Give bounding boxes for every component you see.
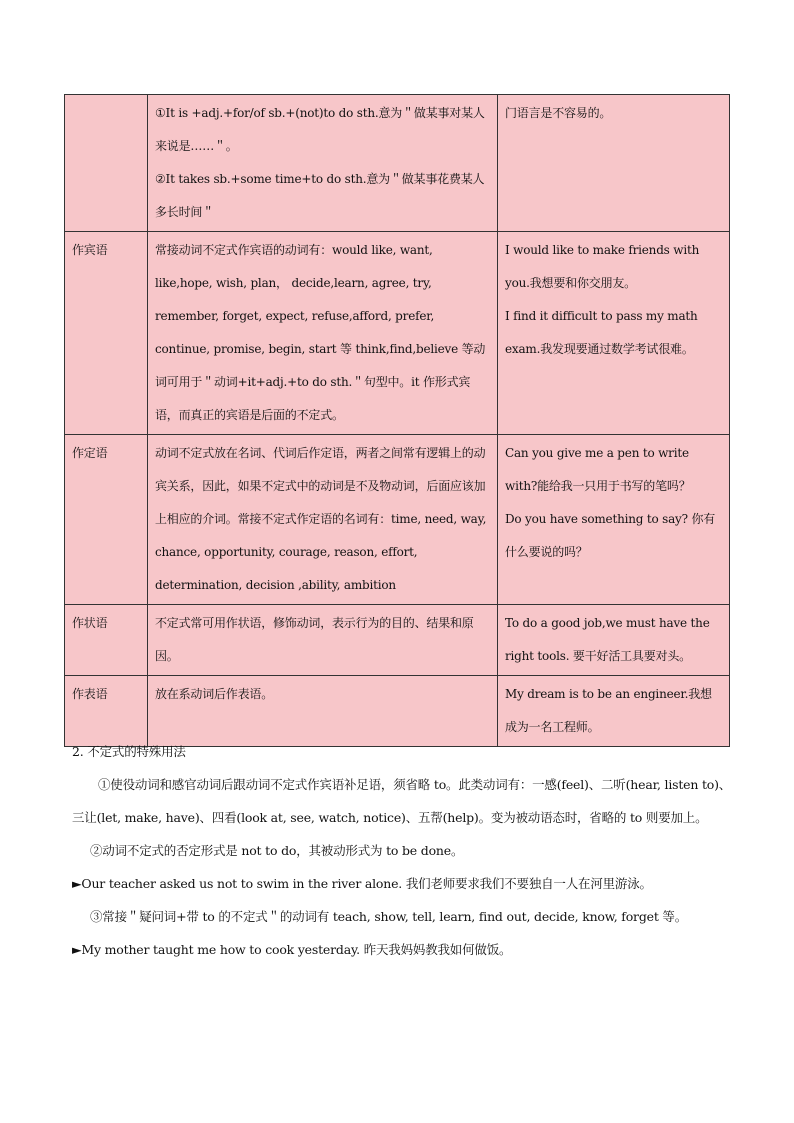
usage-type-cell: 作宾语 bbox=[65, 232, 148, 435]
usage-explanation-cell bbox=[148, 605, 498, 676]
explanation-text: 动词不定式放在名词、代词后作定语，两者之间常有逻辑上的动宾关系，因此，如果不定式中的动词是不及物动词，后面应该加上相应的介词。常接不定式作定语的名词有：time, need, way, chance, opportunity, courage, reason, effort, determination, decision ,ability, ambition bbox=[155, 446, 487, 592]
example-cell bbox=[498, 232, 730, 435]
example-sentence-1: ►Our teacher asked us not to swim in the river alone. 我们老师要求我们不要独自一人在河里游泳。 bbox=[72, 876, 652, 891]
example-text: To do a good job,we must have the right tools. 要干好活工具要对头。 bbox=[505, 616, 710, 663]
rule-paragraph-2: ②动词不定式的否定形式是 not to do，其被动形式为 to be done。 bbox=[90, 843, 464, 858]
usage-explanation-cell bbox=[148, 232, 498, 435]
explanation-text: ②It takes sb.+some time+to do sth.意为＂做某事花费某人多长时间＂ bbox=[155, 172, 485, 219]
rule-paragraph-1: ①使役动词和感官动词后跟动词不定式作宾语补足语，须省略 to。此类动词有：一感(feel)、二听(hear, listen to)、三让(let, make, have)、四看(look at, see, watch, notice)、五帮(help)。变为被动语态时，省略的 to 则要加上。 bbox=[72, 777, 732, 825]
example-sentence-2: ►My mother taught me how to cook yesterday. 昨天我妈妈教我如何做饭。 bbox=[72, 942, 512, 957]
table-row bbox=[65, 232, 730, 435]
explanation-text: 不定式常可用作状语，修饰动词，表示行为的目的、结果和原因。 bbox=[155, 616, 474, 663]
example-cell bbox=[498, 605, 730, 676]
example-text: Can you give me a pen to write with?能给我一只用于书写的笔吗？ bbox=[505, 446, 691, 493]
usage-explanation-cell bbox=[148, 435, 498, 605]
explanation-text: 放在系动词后作表语。 bbox=[155, 687, 274, 701]
example-text: 门语言是不容易的。 bbox=[505, 106, 612, 120]
section-heading: 2. 不定式的特殊用法 bbox=[72, 744, 186, 759]
usage-type-cell: 作状语 bbox=[65, 605, 148, 676]
grammar-table bbox=[64, 94, 730, 747]
example-cell bbox=[498, 95, 730, 232]
usage-type-cell: 作定语 bbox=[65, 435, 148, 605]
usage-explanation-cell bbox=[148, 95, 498, 232]
example-text: I would like to make friends with you.我想要和你交朋友。 bbox=[505, 243, 700, 290]
table-row bbox=[65, 605, 730, 676]
table-row bbox=[65, 95, 730, 232]
rule-paragraph-3: ③常接＂疑问词+带 to 的不定式＂的动词有 teach, show, tell, learn, find out, decide, know, forget 等。 bbox=[90, 909, 688, 924]
example-text: I find it difficult to pass my math exam.我发现要通过数学考试很难。 bbox=[505, 309, 698, 356]
example-text: My dream is to be an engineer.我想成为一名工程师。 bbox=[505, 687, 712, 734]
explanation-text: ①It is +adj.+for/of sb.+(not)to do sth.意为＂做某事对某人来说是……＂。 bbox=[155, 106, 485, 153]
usage-type-cell: 作表语 bbox=[65, 676, 148, 747]
usage-type-cell bbox=[65, 95, 148, 232]
special-usage-section bbox=[72, 735, 732, 966]
grammar-table-body bbox=[65, 95, 730, 747]
table-row bbox=[65, 435, 730, 605]
example-text: Do you have something to say? 你有什么要说的吗？ bbox=[505, 512, 716, 559]
explanation-text: 常接动词不定式作宾语的动词有：would like, want, like,hope, wish, plan， decide,learn, agree, try, remember, forget, expect, refuse,afford, prefer, continue, promise, begin, start 等 think,find,believe 等动词可用于＂动词+it+adj.+to do sth.＂句型中。it 作形式宾语，而真正的宾语是后面的不定式。 bbox=[155, 243, 486, 422]
example-cell bbox=[498, 435, 730, 605]
